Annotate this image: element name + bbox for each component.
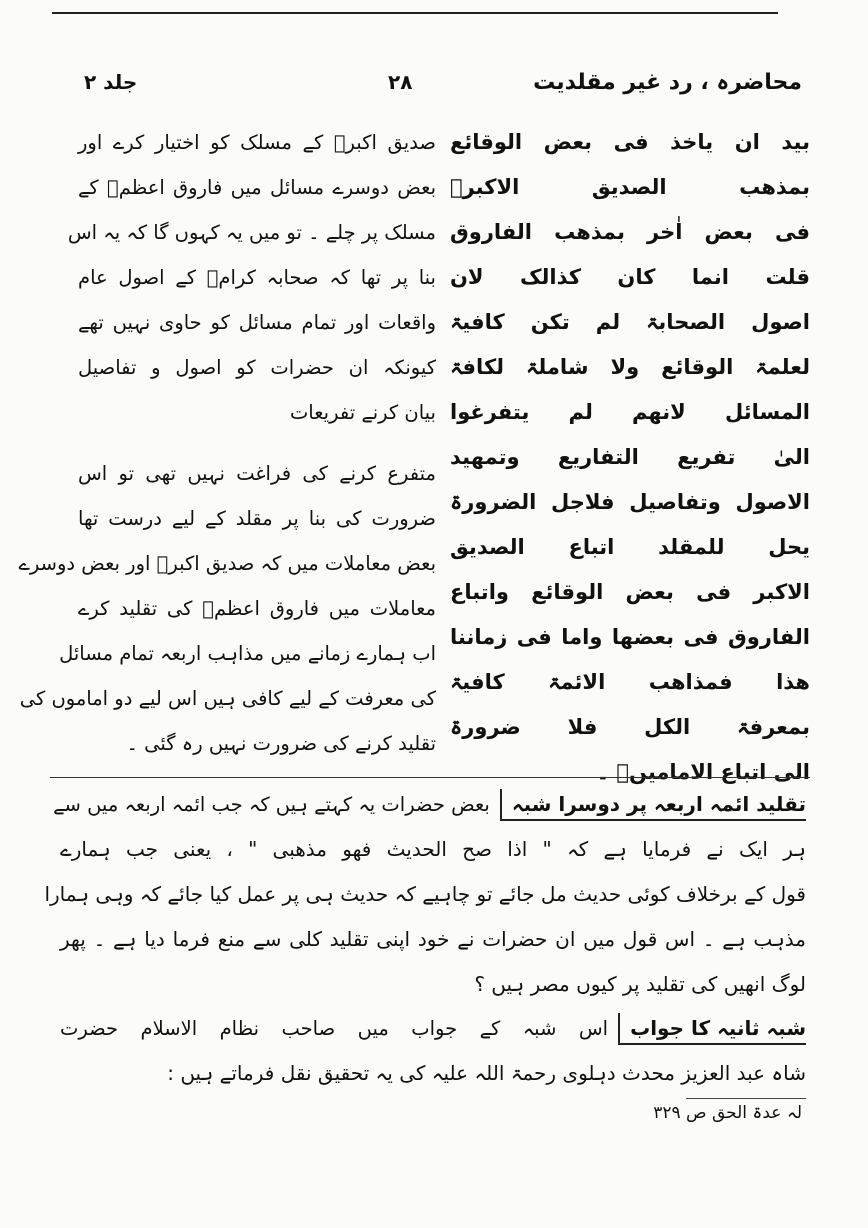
arabic-line: ھذا فمذاھب الائمۃ کافیۃ bbox=[450, 670, 810, 694]
arabic-line: الیٰ تفریع التفاریع وتمھید bbox=[450, 445, 810, 469]
paragraph-line: بعض حضرات یہ کہتے ہیں کہ جب ائمہ اربعہ میں سے bbox=[53, 793, 490, 816]
arabic-line: الاصول وتفاصیل فلاجل الضرورۃ bbox=[450, 490, 810, 514]
urdu-line: مسلک پر چلے ۔ تو میں یہ کہوں گا کہ یہ اس bbox=[67, 221, 436, 244]
urdu-line: متفرع کرنے کی فراغت نہیں تھی تو اس bbox=[78, 462, 436, 485]
second-objection-heading: تقلید ائمہ اربعہ پر دوسرا شبہ bbox=[500, 789, 806, 821]
running-title: محاضرہ ، رد غیر مقلدیت bbox=[533, 70, 802, 95]
arabic-line: الفاروق فی بعضھا واما فی زماننا bbox=[450, 625, 810, 649]
urdu-line: تقلید کرنے کی ضرورت نہیں رہ گئی ۔ bbox=[126, 732, 436, 755]
section-heading-row bbox=[60, 1006, 806, 1051]
answer-section bbox=[60, 1006, 806, 1096]
urdu-line: بعض معاملات میں کہ صدیق اکبرؓ اور بعض دوسرے bbox=[18, 552, 436, 575]
urdu-line: اب ہمارے زمانے میں مذاہب اربعہ تمام مسائل bbox=[59, 642, 436, 665]
paragraph-line: مذہب ہے ۔ اس قول میں ان حضرات نے خود اپنی تقلید کلی سے منع فرما دیا ہے ۔ پھر bbox=[60, 927, 806, 951]
footnote: لہ عدۃ الحق ص ۳۲۹ bbox=[653, 1103, 802, 1123]
top-rule bbox=[52, 12, 778, 14]
urdu-line: بیان کرنے تفریعات bbox=[289, 401, 436, 424]
arabic-line: بمعرفۃ الکل فلا ضرورۃ bbox=[450, 715, 810, 739]
urdu-line: ضرورت کی بنا پر مقلد کے لیے درست تھا bbox=[78, 507, 436, 530]
section-heading-row bbox=[53, 782, 806, 827]
arabic-line: المسائل لانھم لم یتفرغوا bbox=[450, 400, 810, 424]
urdu-line: بعض دوسرے مسائل میں فاروق اعظمؓ کے bbox=[78, 176, 436, 199]
answer-heading: شبہ ثانیہ کا جواب bbox=[618, 1013, 806, 1045]
arabic-quote-column bbox=[450, 120, 810, 795]
paragraph-line: شاہ عبد العزیز محدث دہلوی رحمۃ اللہ علیہ کی یہ تحقیق نقل فرماتے ہیں : bbox=[167, 1061, 806, 1085]
urdu-line: بنا پر تھا کہ صحابہ کرامؓ کے اصول عام bbox=[78, 266, 436, 289]
urdu-line: واقعات اور تمام مسائل کو حاوی نہیں تھے bbox=[78, 311, 436, 334]
paragraph-line: اس شبہ کے جواب میں صاحب نظام الاسلام حضرت bbox=[60, 1017, 609, 1040]
arabic-line: الی اتباع الاماميںؒ ۔ bbox=[596, 760, 810, 784]
arabic-line: اصول الصحابۃ لم تکن کافیۃ bbox=[450, 310, 810, 334]
arabic-line: بید ان یاخذ فی بعض الوقائع bbox=[450, 130, 810, 154]
arabic-line: الاکبر فی بعض الوقائع واتباع bbox=[450, 580, 810, 604]
arabic-line: قلت انما کان کذالک لان bbox=[450, 265, 810, 289]
urdu-line: کی معرفت کے لیے کافی ہیں اس لیے دو اماموں کی bbox=[19, 687, 436, 710]
urdu-line: کیونکہ ان حضرات کو اصول و تفاصیل bbox=[78, 356, 436, 379]
arabic-line: یحل للمقلد اتباع الصدیق bbox=[450, 535, 810, 559]
paragraph-line: لوگ انھیں کی تقلید پر کیوں مصر ہیں ؟ bbox=[474, 972, 806, 996]
page-number: ۲۸ bbox=[388, 70, 413, 94]
paragraph-line: ہر ایک نے فرمایا ہے کہ " اذا صح الحدیث فھو مذھبی " ، یعنی جب ہمارے bbox=[60, 837, 806, 861]
arabic-line: بمذھب الصدیق الاکبرؓ bbox=[450, 175, 810, 199]
urdu-translation-column bbox=[18, 120, 436, 766]
footnote-rule bbox=[686, 1098, 806, 1099]
paragraph-line: قول کے برخلاف کوئی حدیث مل جائے تو چاہیے کہ حدیث ہی پر عمل کیا جائے کہ وہی ہمارا bbox=[44, 882, 806, 906]
urdu-line: صدیق اکبرؓ کے مسلک کو اختیار کرے اور bbox=[78, 131, 436, 154]
arabic-line: فی بعض اٰخر بمذھب الفاروق bbox=[450, 220, 810, 244]
urdu-line: معاملات میں فاروق اعظمؓ کی تقلید کرے bbox=[78, 597, 436, 620]
second-objection-section bbox=[44, 782, 806, 1007]
arabic-line: لعلمۃ الوقائع ولا شاملۃ لکافۃ bbox=[450, 355, 810, 379]
volume-label: جلد ۲ bbox=[84, 70, 138, 94]
section-divider bbox=[50, 777, 810, 778]
